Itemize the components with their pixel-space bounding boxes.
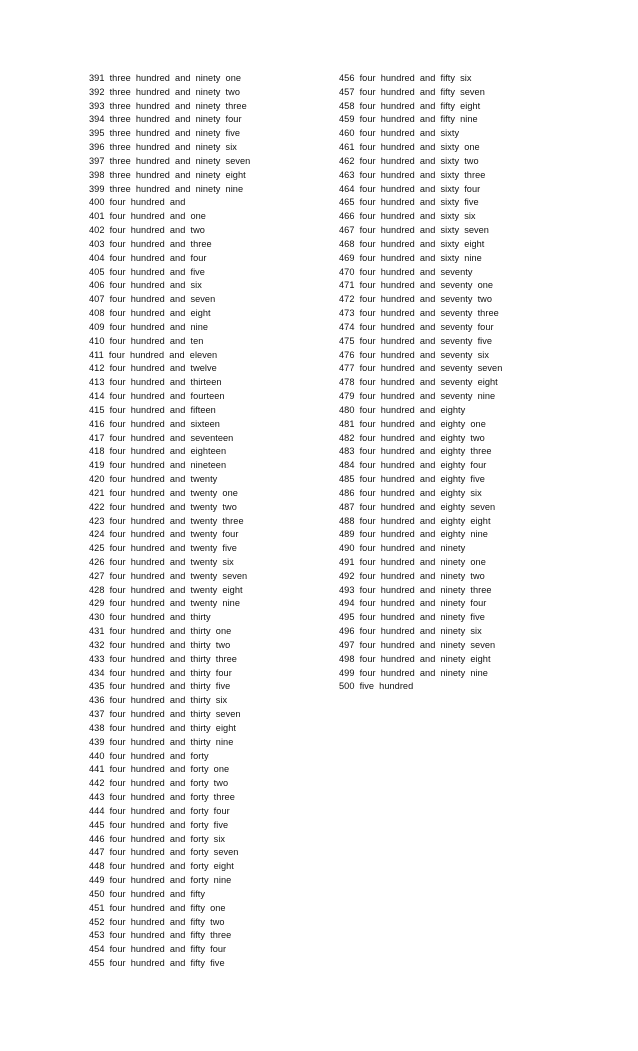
number-word-line: 458 four hundred and fifty eight — [339, 100, 481, 111]
number-word-line: 417 four hundred and seventeen — [89, 432, 234, 443]
number-word-line: 429 four hundred and twenty nine — [89, 598, 240, 609]
number-word-line: 446 four hundred and forty six — [89, 833, 226, 844]
number-word-line: 428 four hundred and twenty eight — [89, 584, 243, 595]
number-word-line: 431 four hundred and thirty one — [89, 626, 232, 637]
number-word-line: 421 four hundred and twenty one — [89, 487, 238, 498]
number-word-line: 471 four hundred and seventy one — [339, 280, 494, 291]
number-word-line: 462 four hundred and sixty two — [339, 155, 479, 166]
number-word-line: 414 four hundred and fourteen — [89, 391, 225, 402]
number-word-line: 408 four hundred and eight — [89, 308, 211, 319]
number-word-line: 476 four hundred and seventy six — [339, 349, 489, 360]
number-word-line: 393 three hundred and ninety three — [89, 100, 247, 111]
number-word-line: 416 four hundred and sixteen — [89, 418, 220, 429]
number-word-line: 420 four hundred and twenty — [89, 474, 218, 485]
right-column — [339, 72, 502, 694]
number-word-line: 474 four hundred and seventy four — [339, 321, 494, 332]
number-word-line: 498 four hundred and ninety eight — [339, 653, 491, 664]
number-word-line: 404 four hundred and four — [89, 252, 207, 263]
number-word-line: 465 four hundred and sixty five — [339, 197, 479, 208]
number-word-line: 470 four hundred and seventy — [339, 266, 473, 277]
number-word-line: 488 four hundred and eighty eight — [339, 515, 491, 526]
number-word-line: 479 four hundred and seventy nine — [339, 391, 496, 402]
number-word-line: 398 three hundred and ninety eight — [89, 169, 246, 180]
number-word-line: 448 four hundred and forty eight — [89, 861, 234, 872]
number-word-line: 481 four hundred and eighty one — [339, 418, 486, 429]
number-word-line: 486 four hundred and eighty six — [339, 487, 482, 498]
number-word-line: 432 four hundred and thirty two — [89, 639, 231, 650]
number-word-line: 442 four hundred and forty two — [89, 778, 229, 789]
number-word-line: 439 four hundred and thirty nine — [89, 736, 234, 747]
number-word-line: 411 four hundred and eleven — [89, 349, 218, 360]
number-word-line: 463 four hundred and sixty three — [339, 169, 486, 180]
number-word-line: 430 four hundred and thirty — [89, 612, 211, 623]
number-word-line: 497 four hundred and ninety seven — [339, 639, 496, 650]
number-word-line: 418 four hundred and eighteen — [89, 446, 227, 457]
number-word-line: 451 four hundred and fifty one — [89, 902, 226, 913]
number-word-line: 473 four hundred and seventy three — [339, 308, 499, 319]
number-word-line: 406 four hundred and six — [89, 280, 202, 291]
number-word-line: 441 four hundred and forty one — [89, 764, 230, 775]
number-word-line: 494 four hundred and ninety four — [339, 598, 487, 609]
number-word-line: 472 four hundred and seventy two — [339, 294, 493, 305]
number-word-line: 461 four hundred and sixty one — [339, 142, 480, 153]
number-word-line: 424 four hundred and twenty four — [89, 529, 239, 540]
number-word-line: 493 four hundred and ninety three — [339, 584, 492, 595]
number-word-line: 425 four hundred and twenty five — [89, 543, 237, 554]
number-word-line: 484 four hundred and eighty four — [339, 460, 487, 471]
number-word-line: 478 four hundred and seventy eight — [339, 377, 498, 388]
number-word-line: 469 four hundred and sixty nine — [339, 252, 482, 263]
number-word-line: 466 four hundred and sixty six — [339, 211, 476, 222]
number-word-line: 400 four hundred and — [89, 197, 186, 208]
number-word-line: 436 four hundred and thirty six — [89, 695, 228, 706]
number-word-line: 480 four hundred and eighty — [339, 404, 466, 415]
number-word-line: 452 four hundred and fifty two — [89, 916, 225, 927]
number-word-line: 485 four hundred and eighty five — [339, 474, 485, 485]
number-word-line: 468 four hundred and sixty eight — [339, 238, 485, 249]
number-word-line: 407 four hundred and seven — [89, 294, 216, 305]
number-word-line: 491 four hundred and ninety one — [339, 556, 486, 567]
number-word-line: 459 four hundred and fifty nine — [339, 114, 478, 125]
number-word-line: 467 four hundred and sixty seven — [339, 225, 489, 236]
number-word-line: 440 four hundred and forty — [89, 750, 209, 761]
number-word-line: 410 four hundred and ten — [89, 335, 204, 346]
number-word-line: 396 three hundred and ninety six — [89, 142, 237, 153]
number-word-line: 450 four hundred and fifty — [89, 888, 206, 899]
number-word-line: 392 three hundred and ninety two — [89, 86, 240, 97]
number-word-line: 499 four hundred and ninety nine — [339, 667, 488, 678]
number-word-line: 405 four hundred and five — [89, 266, 205, 277]
number-word-line: 460 four hundred and sixty — [339, 128, 460, 139]
number-word-line: 449 four hundred and forty nine — [89, 875, 232, 886]
number-word-line: 438 four hundred and thirty eight — [89, 722, 236, 733]
number-word-line: 434 four hundred and thirty four — [89, 667, 232, 678]
number-word-line: 402 four hundred and two — [89, 225, 205, 236]
number-word-line: 426 four hundred and twenty six — [89, 556, 234, 567]
number-word-line: 500 five hundred — [339, 681, 414, 692]
number-word-line: 490 four hundred and ninety — [339, 543, 466, 554]
number-word-line: 435 four hundred and thirty five — [89, 681, 231, 692]
number-word-line: 419 four hundred and nineteen — [89, 460, 227, 471]
number-word-line: 394 three hundred and ninety four — [89, 114, 242, 125]
number-word-line: 401 four hundred and one — [89, 211, 206, 222]
number-word-line: 456 four hundred and fifty six — [339, 73, 472, 83]
number-word-line: 415 four hundred and fifteen — [89, 404, 216, 415]
number-word-line: 482 four hundred and eighty two — [339, 432, 485, 443]
number-word-line: 496 four hundred and ninety six — [339, 626, 482, 637]
number-word-line: 422 four hundred and twenty two — [89, 501, 237, 512]
number-word-line: 464 four hundred and sixty four — [339, 183, 481, 194]
number-word-line: 454 four hundred and fifty four — [89, 944, 227, 955]
number-word-line: 399 three hundred and ninety nine — [89, 183, 244, 194]
number-word-line: 443 four hundred and forty three — [89, 792, 235, 803]
left-column — [89, 72, 250, 971]
number-word-line: 437 four hundred and thirty seven — [89, 709, 241, 720]
number-word-line: 447 four hundred and forty seven — [89, 847, 239, 858]
number-word-line: 409 four hundred and nine — [89, 321, 209, 332]
number-word-line: 423 four hundred and twenty three — [89, 515, 244, 526]
number-word-line: 427 four hundred and twenty seven — [89, 570, 248, 581]
number-word-line: 444 four hundred and forty four — [89, 805, 230, 816]
number-word-line: 412 four hundred and twelve — [89, 363, 217, 374]
number-word-line: 391 three hundred and ninety one — [89, 73, 242, 83]
number-word-line: 457 four hundred and fifty seven — [339, 86, 485, 97]
number-word-line: 487 four hundred and eighty seven — [339, 501, 496, 512]
number-word-line: 397 three hundred and ninety seven — [89, 155, 251, 166]
number-word-line: 453 four hundred and fifty three — [89, 930, 232, 941]
number-word-line: 495 four hundred and ninety five — [339, 612, 485, 623]
number-word-line: 455 four hundred and fifty five — [89, 958, 225, 968]
number-word-line: 492 four hundred and ninety two — [339, 570, 485, 581]
number-word-line: 477 four hundred and seventy seven — [339, 363, 503, 374]
number-word-line: 475 four hundred and seventy five — [339, 335, 493, 346]
number-word-line: 483 four hundred and eighty three — [339, 446, 492, 457]
number-word-line: 395 three hundred and ninety five — [89, 128, 241, 139]
number-word-line: 413 four hundred and thirteen — [89, 377, 222, 388]
number-word-line: 445 four hundred and forty five — [89, 819, 229, 830]
number-word-line: 433 four hundred and thirty three — [89, 653, 237, 664]
number-word-line: 403 four hundred and three — [89, 238, 212, 249]
number-word-line: 489 four hundred and eighty nine — [339, 529, 488, 540]
